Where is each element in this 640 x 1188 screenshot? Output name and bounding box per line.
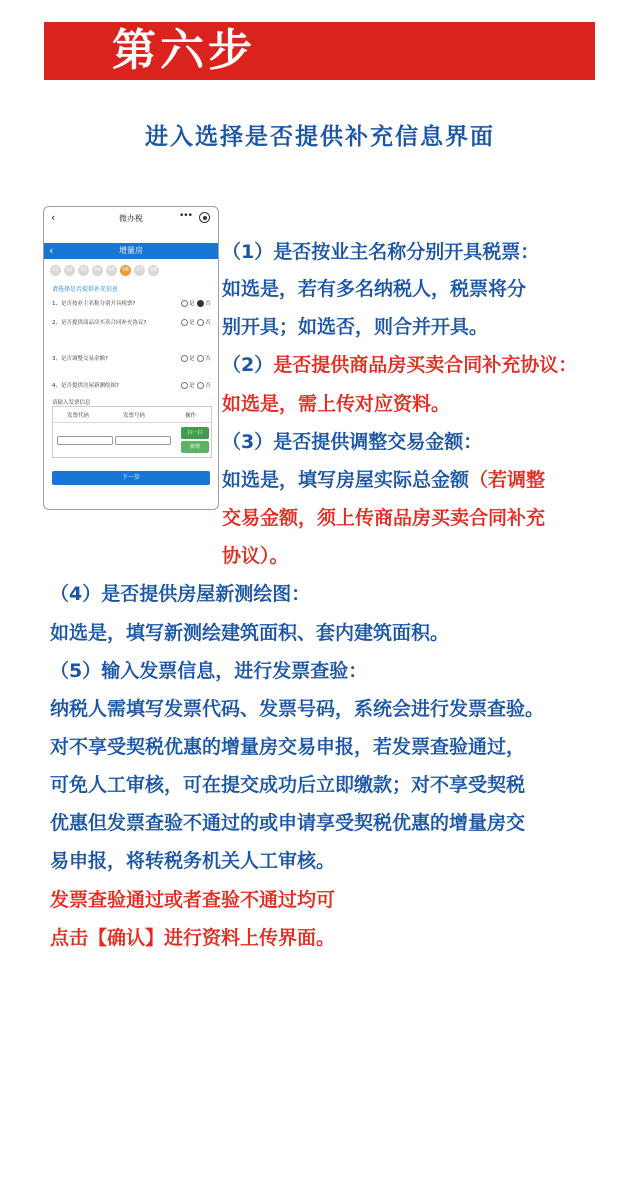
step-7: 07 — [134, 265, 145, 276]
invoice-label: 请输入发票信息 — [52, 400, 91, 406]
radio-yes-label: 是 — [189, 301, 195, 307]
col-action: 操作 — [185, 413, 197, 419]
step-4: 04 — [92, 265, 103, 276]
question-2: 2、是否提供商品房买卖合同补充协议? — [52, 320, 147, 326]
radio-yes[interactable] — [181, 355, 188, 362]
step-2: 02 — [64, 265, 75, 276]
radio-no[interactable] — [197, 382, 204, 389]
p2-prefix: （2） — [222, 354, 274, 376]
back-icon[interactable]: ‹ — [51, 211, 56, 224]
phone-hint: 请选择是否提供补充信息 — [52, 286, 119, 293]
radio-yes[interactable] — [181, 319, 188, 326]
radio-no[interactable] — [197, 319, 204, 326]
more-icon[interactable]: ••• — [179, 211, 192, 221]
add-button[interactable]: 新增 — [181, 441, 209, 453]
scan-button[interactable]: 扫一扫 — [181, 427, 209, 439]
radio-no[interactable] — [197, 300, 204, 307]
app-title: 微办税 — [119, 214, 143, 223]
question-2-options — [180, 318, 211, 326]
question-3-options — [180, 354, 211, 362]
question-3: 3、是否调整交易金额? — [52, 356, 108, 362]
next-button[interactable]: 下一步 — [52, 471, 210, 485]
p5-line-1: 纳税人需填写发票代码、发票号码，系统会进行发票查验。 — [50, 698, 545, 720]
p3-line-3: 协议）。 — [222, 545, 289, 567]
radio-no-label: 否 — [205, 383, 211, 389]
step-3: 03 — [78, 265, 89, 276]
radio-yes[interactable] — [181, 300, 188, 307]
table-divider — [53, 422, 211, 423]
question-1-options — [180, 299, 211, 307]
note-line-1: 发票查验通过或者查验不通过均可 — [50, 889, 336, 911]
step-6: 06 — [120, 265, 131, 276]
step-5: 05 — [106, 265, 117, 276]
radio-yes-label: 是 — [189, 383, 195, 389]
col-invoice-number: 发票号码 — [123, 413, 146, 419]
banner-title: 第六步 — [112, 25, 256, 76]
p1-title: （1）是否按业主名称分别开具税票： — [222, 241, 540, 263]
question-4: 4、是否提供房屋新测绘图? — [52, 383, 119, 389]
phone-title-bar — [44, 207, 218, 229]
radio-no-label: 否 — [205, 356, 211, 362]
nav-title: 增量房 — [119, 246, 143, 255]
p5-line-3: 可免人工审核，可在提交成功后立即缴款；对不享受契税 — [50, 774, 526, 796]
target-icon[interactable] — [199, 212, 210, 223]
p5-title: （5）输入发票信息，进行发票查验： — [50, 660, 368, 682]
note-line-2: 点击【确认】进行资料上传界面。 — [50, 927, 336, 949]
radio-yes-label: 是 — [189, 320, 195, 326]
radio-no[interactable] — [197, 355, 204, 362]
p2-line-1: 如选是，需上传对应资料。 — [222, 393, 451, 415]
p1-line-2: 别开具；如选否，则合并开具。 — [222, 316, 489, 338]
radio-yes[interactable] — [181, 382, 188, 389]
question-1: 1、是否按业主名称分别开具税票? — [52, 301, 136, 307]
radio-no-label: 否 — [205, 301, 211, 307]
radio-no-label: 否 — [205, 320, 211, 326]
phone-nav-bar — [44, 243, 218, 259]
p3-line-1-blue: 如选是，填写房屋实际总金额 — [222, 469, 470, 491]
page-subtitle: 进入选择是否提供补充信息界面 — [145, 124, 495, 150]
p5-line-5: 易申报，将转税务机关人工审核。 — [50, 850, 336, 872]
p2-title: 是否提供商品房买卖合同补充协议： — [273, 354, 578, 376]
invoice-table — [52, 406, 212, 458]
step-8: 08 — [148, 265, 159, 276]
p3-line-2: 交易金额，须上传商品房买卖合同补充 — [222, 507, 546, 529]
question-4-options — [180, 381, 211, 389]
step-1: 01 — [50, 265, 61, 276]
p3-line-1-red: （若调整 — [469, 469, 546, 491]
invoice-number-input[interactable] — [115, 436, 171, 445]
nav-back-icon[interactable]: ‹ — [49, 244, 54, 257]
p4-title: （4）是否提供房屋新测绘图： — [50, 583, 311, 605]
phone-screenshot — [43, 206, 219, 510]
p5-line-4: 优惠但发票查验不通过的或申请享受契税优惠的增量房交 — [50, 812, 526, 834]
p1-line-1: 如选是，若有多名纳税人，税票将分 — [222, 278, 527, 300]
p2-title-line — [222, 350, 577, 377]
p3-title: （3）是否提供调整交易金额： — [222, 431, 483, 453]
p3-line-1 — [222, 465, 545, 492]
invoice-code-input[interactable] — [57, 436, 113, 445]
p5-line-2: 对不享受契税优惠的增量房交易申报，若发票查验通过， — [50, 736, 526, 758]
p4-line-1: 如选是，填写新测绘建筑面积、套内建筑面积。 — [50, 622, 450, 644]
col-invoice-code: 发票代码 — [67, 413, 90, 419]
step-banner — [44, 22, 595, 80]
radio-yes-label: 是 — [189, 356, 195, 362]
